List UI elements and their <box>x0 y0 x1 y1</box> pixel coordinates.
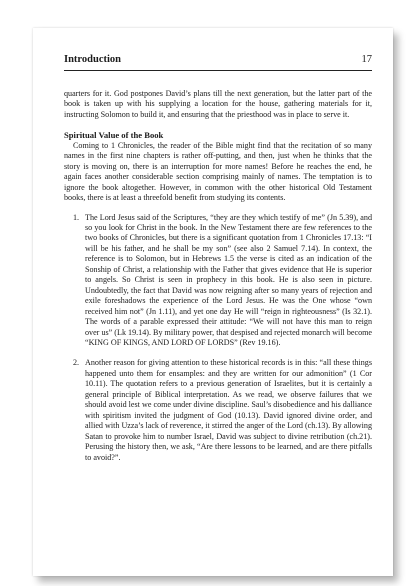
header-rule <box>64 70 372 71</box>
list-item-number: 2. <box>73 358 80 368</box>
list-item-number: 1. <box>73 212 80 222</box>
page-number: 17 <box>361 54 372 65</box>
list-item-text: The Lord Jesus said of the Scriptures, “they are they which testify of me” (Jn 5.39), and so you look for Christ in the book. In the New Testament there are few references to the two books of Chronicles, but there is a significant quotation from 1 Chronicles 17.13: “I will be his father, and he shall be my son” (see also 2 Samuel 7.14). In context, the reference is to Solomon, but in Hebrews 1.5 the verse is cited as an indication of the Sonship of Christ, a relationship with the Father that gives evidence that He is superior to angels. So Christ is seen in prophecy in this book. He is also seen in picture. Undoubtedly, the fact that David was now reigning after so many years of rejection and exile foreshadows the experience of the Lord Jesus. He was the One whose “own received him not” (Jn 1.11), and yet one day He will “reign in righteousness” (Is 32.1). The words of a parable expressed their attitude: “We will not have this man to reign over us” (Lk 19.14). By military power, that despised and rejected monarch will become “KING OF KINGS, AND LORD OF LORDS” (Rev 19.16). <box>85 212 372 347</box>
benefit-list <box>64 213 372 463</box>
list-item <box>64 213 372 349</box>
book-page <box>33 28 393 576</box>
section-heading: Spiritual Value of the Book <box>64 130 164 141</box>
list-item-text: Another reason for giving attention to these historical records is in this: “all these things happened unto them for ensamples: and they are written for our admonition” (1 Cor 10.11). The quotation refers to a previous generation of Israelites, but it is certainly a general principle of Biblical interpretation. As we read, we observe failures that we should avoid lest we come under divine discipline. Saul’s disobedience and his dalliance with spiritism invited the judgment of God (10.13). David ignored divine order, and allied with Uzza’s lack of reverence, it stirred the anger of the Lord (ch.13). By allowing Satan to provoke him to number Israel, David was subject to divine retribution (ch.21). Perusing the history then, we ask, “Are there lessons to be learned, and are there pitfalls to avoid?”. <box>85 358 372 462</box>
chapter-title: Introduction <box>64 54 121 65</box>
section-intro-paragraph: Coming to 1 Chronicles, the reader of the Bible might find that the recitation of so many names in the first nine chapters is rather off-putting, and then, just when he thinks that the story is moving on, there is an interruption for more names! Before he reaches the end, he again faces another considerable section comprising mainly of names. The temptation is to ignore the book altogether. However, in common with the other historical Old Testament books, there is at least a threefold benefit from studying its contents. <box>64 140 372 203</box>
page-body <box>64 89 372 473</box>
running-header <box>64 53 372 67</box>
list-item <box>64 358 372 463</box>
lead-paragraph: quarters for it. God postpones David’s plans till the next generation, but the latter part of the book is taken up with his supplying a location for the house, gathering materials for it, instructing Solomon to build it, and ensuring that the priesthood was in place to serve it. <box>64 89 372 119</box>
